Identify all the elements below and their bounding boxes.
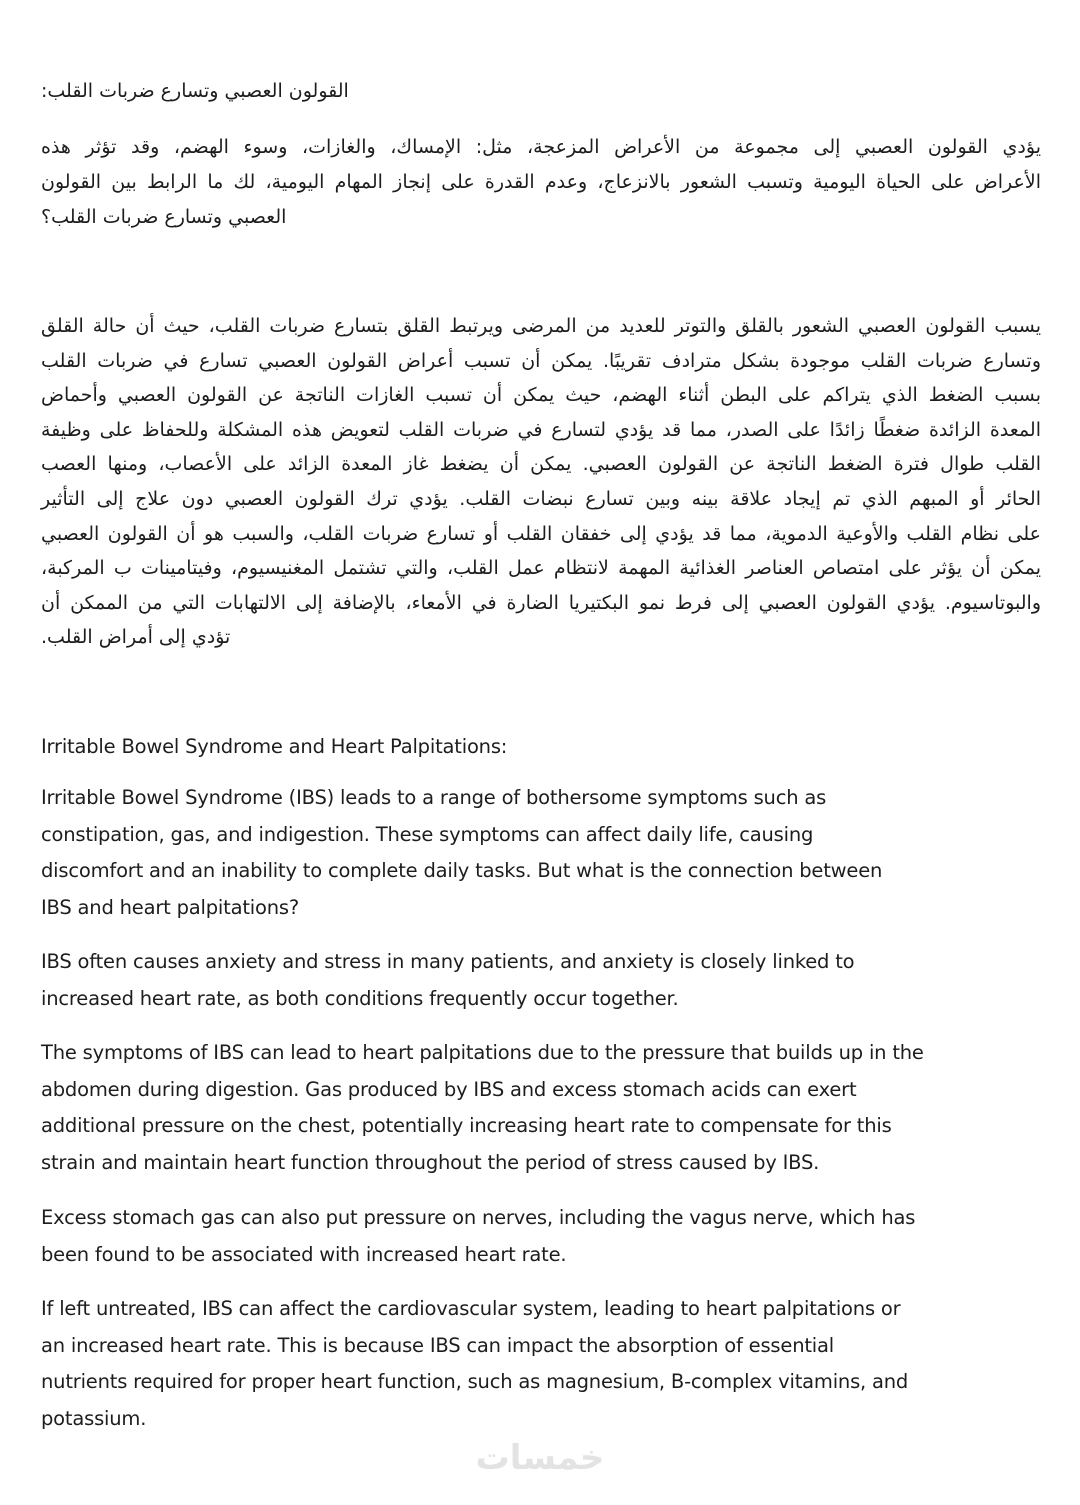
text-line: potassium.: [41, 1406, 147, 1430]
text-line: IBS often causes anxiety and stress in many patients, and anxiety is closely linked to: [41, 950, 855, 973]
text-line: constipation, gas, and indigestion. These symptoms can affect daily life, causing: [41, 822, 814, 846]
text-line: IBS and heart palpitations?: [41, 895, 300, 919]
text-line: been found to be associated with increased heart rate.: [41, 1242, 567, 1266]
english-paragraph-intro: [41, 780, 1061, 926]
arabic-heading-text: القولون العصبي وتسارع ضربات القلب:: [41, 80, 349, 102]
arabic-paragraph-body: [41, 309, 1041, 655]
english-paragraph-vagus: [41, 1200, 1061, 1273]
text-line: القلب طوال فترة الضغط الناتجة عن القولون العصبي. يمكن أن يضغط غاز المعدة الزائد على الأعصاب، ومنها العصب: [41, 453, 1041, 476]
text-line: If left untreated, IBS can affect the cardiovascular system, leading to heart palpitations or: [41, 1297, 901, 1320]
text-line-content: تؤدي إلى أمراض القلب.: [41, 626, 231, 649]
text-line: an increased heart rate. This is because IBS can impact the absorption of essential: [41, 1333, 834, 1357]
text-line: على نظام القلب والأوعية الدموية، مما قد يؤدي إلى خفقان القلب أو تسارع ضربات القلب، والسبب هو أن القولون العصبي: [41, 522, 1041, 545]
english-heading: [41, 729, 1061, 766]
english-paragraph-pressure: [41, 1035, 1061, 1181]
text-line: وتسارع ضربات القلب موجودة بشكل مترادف تقريبًا. يمكن أن تسبب أعراض القولون العصبي تسارع في ضربات القلب: [41, 349, 1041, 372]
text-line: discomfort and an inability to complete daily tasks. But what is the connection between: [41, 859, 883, 883]
text-line: abdomen during digestion. Gas produced by IBS and excess stomach acids can exert: [41, 1077, 857, 1101]
english-paragraph-anxiety: [41, 944, 1061, 1017]
text-line: nutrients required for proper heart function, such as magnesium, B-complex vitamins, and: [41, 1370, 909, 1394]
text-line: [41, 200, 1041, 235]
text-line: increased heart rate, as both conditions frequently occur together.: [41, 986, 679, 1010]
text-line: الحائر أو المبهم الذي تم إيجاد علاقة بينه وبين تسارع نبضات القلب. يؤدي ترك القولون العصبي دون علاج إلى التأثير: [41, 487, 1041, 510]
text-line: يمكن أن يؤثر على امتصاص العناصر الغذائية المهمة لانتظام عمل القلب، والتي تشتمل المغنيسيوم، وفيتامينات ب المركبة،: [41, 557, 1041, 580]
text-line: المعدة الزائدة ضغطًا زائدًا على الصدر، مما قد يؤدي لتسارع في ضربات القلب لتعويض هذه المشكلة وللحفاظ على وظيفة: [41, 418, 1041, 441]
text-line: strain and maintain heart function throughout the period of stress caused by IBS.: [41, 1150, 820, 1174]
text-line: الأعراض على الحياة اليومية وتسبب الشعور بالانزعاج، وعدم القدرة على إنجاز المهام اليومية، لك ما الرابط بين القولون: [41, 171, 1041, 193]
text-line: والبوتاسيوم. يؤدي القولون العصبي إلى فرط نمو البكتيريا الضارة في الأمعاء، بالإضافة إلى الالتهابات التي من الممكن أن: [41, 591, 1041, 614]
text-line: بسبب الضغط الذي يتراكم على البطن أثناء الهضم، حيث يمكن أن تسبب الغازات الناتجة عن القولون العصبي وأحماض: [41, 384, 1041, 407]
khamsat-watermark-logo: خمسات: [475, 1438, 605, 1478]
english-paragraph-untreated: [41, 1291, 1061, 1437]
english-heading-text: Irritable Bowel Syndrome and Heart Palpitations:: [41, 735, 508, 758]
text-line: Irritable Bowel Syndrome (IBS) leads to a range of bothersome symptoms such as: [41, 786, 827, 809]
text-line: يؤدي القولون العصبي إلى مجموعة من الأعراض المزعجة، مثل: الإمساك، والغازات، وسوء الهضم، وقد تؤثر هذه: [41, 136, 1041, 158]
text-line: The symptoms of IBS can lead to heart palpitations due to the pressure that builds up in the: [41, 1041, 924, 1064]
text-line-content: العصبي وتسارع ضربات القلب؟: [41, 206, 287, 228]
text-line: يسبب القولون العصبي الشعور بالقلق والتوتر للعديد من المرضى ويرتبط القلق بتسارع ضربات القلب، حيث أن حالة القلق: [41, 315, 1041, 337]
text-line: additional pressure on the chest, potentially increasing heart rate to compensate for this: [41, 1114, 892, 1138]
arabic-heading: [41, 80, 1041, 102]
arabic-paragraph-intro: [41, 130, 1041, 235]
text-line: [41, 620, 1041, 655]
text-line: Excess stomach gas can also put pressure on nerves, including the vagus nerve, which has: [41, 1206, 916, 1229]
